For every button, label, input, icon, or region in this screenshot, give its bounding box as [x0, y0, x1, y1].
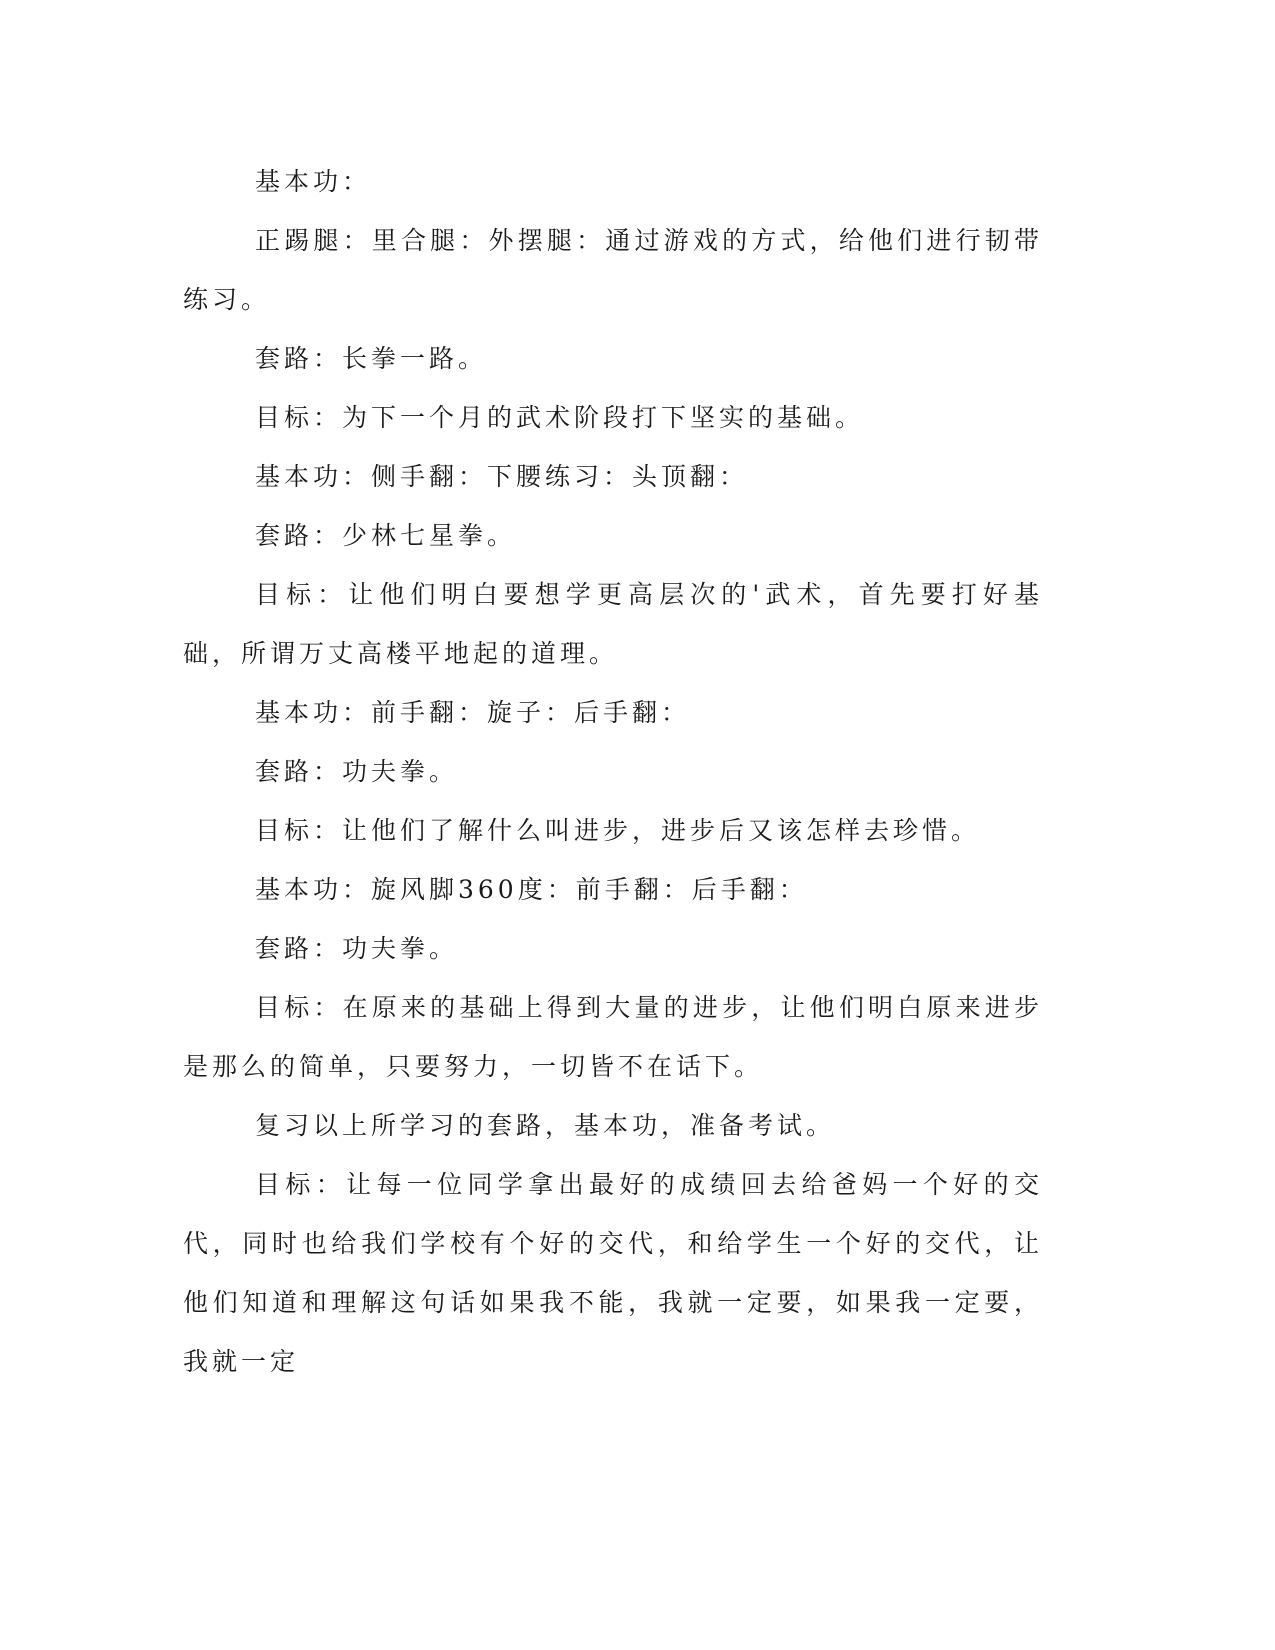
- paragraph-kicks-flexibility: 正踢腿：里合腿：外摆腿：通过游戏的方式，给他们进行韧带练习。: [183, 226, 1043, 314]
- paragraph-basic-skills-heading: 基本功：: [255, 167, 372, 196]
- paragraph-basic-skills-handspring: 基本功：前手翻：旋子：后手翻：: [255, 698, 691, 727]
- paragraph-basic-skills-whirlwind: 基本功：旋风脚360度：前手翻：后手翻：: [255, 875, 808, 904]
- paragraph-routine-changquan: 套路：长拳一路。: [255, 344, 488, 373]
- paragraph-routine-shaolin: 套路：少林七星拳。: [255, 521, 517, 550]
- paragraph-goal-progress: 目标：让他们了解什么叫进步，进步后又该怎样去珍惜。: [255, 816, 981, 845]
- paragraph-goal-effort: 目标：在原来的基础上得到大量的进步，让他们明白原来进步是那么的简单，只要努力，一切皆不在话下。: [183, 993, 1043, 1081]
- paragraph-review-exam: 复习以上所学习的套路，基本功，准备考试。: [255, 1111, 836, 1140]
- paragraph-goal-best-results: 目标：让每一位同学拿出最好的成绩回去给爸妈一个好的交代，同时也给我们学校有个好的交代，和给学生一个好的交代，让他们知道和理解这句话如果我不能，我就一定要，如果我一定要，我就一定: [183, 1170, 1043, 1376]
- document-body: [183, 152, 1043, 1391]
- paragraph-routine-kungfu-2: 套路：功夫拳。: [255, 934, 459, 963]
- paragraph-basic-skills-cartwheel: 基本功：侧手翻：下腰练习：头顶翻：: [255, 462, 749, 491]
- paragraph-goal-foundation: 目标：为下一个月的武术阶段打下坚实的基础。: [255, 403, 865, 432]
- paragraph-routine-kungfu-1: 套路：功夫拳。: [255, 757, 459, 786]
- paragraph-goal-higher-level: 目标：让他们明白要想学更高层次的'武术，首先要打好基础，所谓万丈高楼平地起的道理。: [183, 580, 1043, 668]
